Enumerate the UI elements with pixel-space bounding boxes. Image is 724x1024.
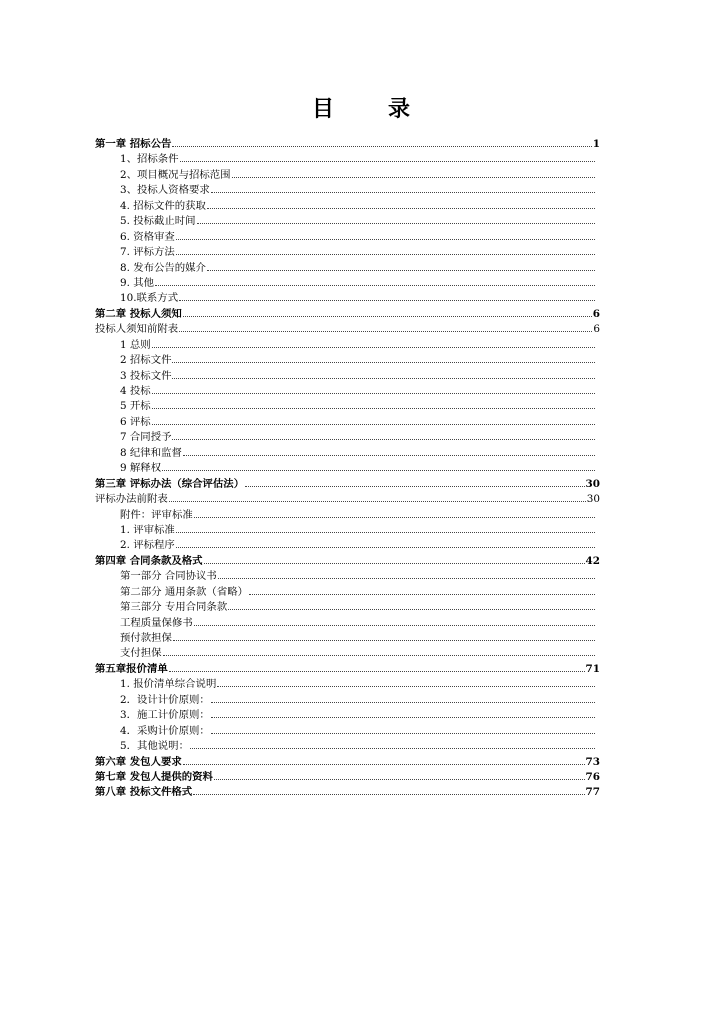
toc-entry[interactable] xyxy=(95,677,600,692)
toc-leader-dots xyxy=(249,593,595,595)
title-char-right: 录 xyxy=(388,96,413,122)
toc-leader-dots xyxy=(172,438,595,440)
table-of-contents xyxy=(95,137,600,801)
toc-entry-label: 第二章 投标人须知 xyxy=(95,307,182,320)
toc-entry-label: 工程质量保修书 xyxy=(120,616,193,629)
toc-entry[interactable] xyxy=(95,168,600,183)
toc-leader-dots xyxy=(204,562,585,564)
toc-entry-label: 1. 评审标准 xyxy=(120,523,175,536)
toc-entry-label: 6 评标 xyxy=(120,415,151,428)
toc-entry[interactable] xyxy=(95,384,600,399)
toc-entry-label: 第一部分 合同协议书 xyxy=(120,570,217,583)
toc-entry[interactable] xyxy=(95,261,600,276)
toc-entry-label: 8 纪律和监督 xyxy=(120,446,182,459)
toc-leader-dots xyxy=(207,207,595,209)
toc-entry[interactable] xyxy=(95,538,600,553)
toc-leader-dots xyxy=(245,485,584,487)
toc-entry-label: 7. 评标方法 xyxy=(120,246,175,259)
toc-leader-dots xyxy=(152,423,595,425)
toc-entry[interactable] xyxy=(95,183,600,198)
toc-entry[interactable] xyxy=(95,708,600,723)
toc-entry-label: 附件：评审标准 xyxy=(120,508,193,521)
toc-entry[interactable] xyxy=(95,585,600,600)
toc-entry[interactable] xyxy=(95,616,600,631)
toc-leader-dots xyxy=(176,253,595,255)
toc-leader-dots xyxy=(218,577,595,579)
toc-leader-dots xyxy=(172,361,595,363)
toc-entry[interactable] xyxy=(95,600,600,615)
toc-entry-label: 1 总则 xyxy=(120,338,151,351)
toc-entry-label: 1、招标条件 xyxy=(120,153,179,166)
toc-entry-label: 第一章 招标公告 xyxy=(95,138,172,150)
toc-entry[interactable] xyxy=(95,291,600,306)
toc-entry-label: 第三部分 专用合同条款 xyxy=(120,601,228,614)
toc-leader-dots xyxy=(228,608,595,610)
toc-entry[interactable] xyxy=(95,276,600,291)
toc-entry[interactable] xyxy=(95,214,600,229)
toc-entry[interactable] xyxy=(95,230,600,245)
toc-leader-dots xyxy=(211,191,595,193)
toc-leader-dots xyxy=(193,793,584,795)
toc-page-number: 73 xyxy=(585,755,600,768)
toc-leader-dots xyxy=(217,685,595,687)
toc-leader-dots xyxy=(180,160,595,162)
toc-entry[interactable] xyxy=(95,739,600,754)
toc-entry-label: 7 合同授予 xyxy=(120,431,172,444)
toc-entry-label: 预付款担保 xyxy=(120,632,172,644)
toc-chapter-entry[interactable] xyxy=(95,554,600,569)
toc-entry-label: 支付担保 xyxy=(120,647,162,660)
toc-leader-dots xyxy=(207,269,595,271)
toc-entry[interactable] xyxy=(95,724,600,739)
toc-entry-label: 9 解释权 xyxy=(120,462,162,475)
toc-entry-label: 6. 资格审查 xyxy=(120,230,175,243)
toc-entry-label: 第五章报价清单 xyxy=(95,662,168,675)
toc-entry-label: 第八章 投标文件格式 xyxy=(95,786,193,799)
toc-entry-label: 9. 其他 xyxy=(120,276,154,289)
toc-entry-label: 第四章 合同条款及格式 xyxy=(95,554,203,567)
toc-entry-label: 评标办法前附表 xyxy=(95,493,168,506)
toc-entry-label: 3、投标人资格要求 xyxy=(120,184,210,197)
toc-entry[interactable] xyxy=(95,508,600,523)
toc-entry[interactable] xyxy=(95,322,600,337)
toc-entry-label: 2．设计计价原则： xyxy=(120,693,210,706)
toc-leader-dots xyxy=(152,392,595,394)
toc-leader-dots xyxy=(155,284,595,286)
toc-entry-label: 4．采购计价原则： xyxy=(120,724,210,737)
toc-chapter-entry[interactable] xyxy=(95,307,600,322)
toc-chapter-entry[interactable] xyxy=(95,137,600,152)
toc-entry-label: 1. 报价清单综合说明 xyxy=(120,678,217,691)
toc-leader-dots xyxy=(176,546,595,548)
toc-entry-label: 第七章 发包人提供的资料 xyxy=(95,770,213,783)
toc-entry[interactable] xyxy=(95,492,600,507)
toc-leader-dots xyxy=(162,469,595,471)
toc-page-number: 42 xyxy=(585,554,600,567)
toc-leader-dots xyxy=(176,531,595,533)
toc-leader-dots xyxy=(211,732,595,734)
toc-entry[interactable] xyxy=(95,430,600,445)
toc-entry-label: 第三章 评标办法（综合评估法） xyxy=(95,477,245,490)
toc-leader-dots xyxy=(152,407,595,409)
toc-leader-dots xyxy=(152,346,595,348)
toc-leader-dots xyxy=(176,238,595,240)
toc-entry[interactable] xyxy=(95,199,600,214)
toc-entry[interactable] xyxy=(95,338,600,353)
toc-page-number: 77 xyxy=(585,786,600,799)
toc-leader-dots xyxy=(173,639,595,641)
toc-leader-dots xyxy=(183,315,592,317)
toc-entry-label: 第六章 发包人要求 xyxy=(95,755,182,768)
toc-leader-dots xyxy=(172,377,595,379)
toc-page-number: 71 xyxy=(585,662,600,675)
toc-entry-label: 5．其他说明： xyxy=(120,740,189,753)
toc-entry-label: 5 开标 xyxy=(120,400,151,413)
toc-leader-dots xyxy=(179,330,592,332)
toc-entry-label: 投标人须知前附表 xyxy=(95,323,179,336)
toc-leader-dots xyxy=(179,299,595,301)
toc-entry[interactable] xyxy=(95,399,600,414)
toc-entry-label: 4 投标 xyxy=(120,385,151,397)
toc-leader-dots xyxy=(232,176,595,178)
toc-leader-dots xyxy=(183,763,585,765)
toc-entry[interactable] xyxy=(95,646,600,661)
toc-entry[interactable] xyxy=(95,369,600,384)
toc-leader-dots xyxy=(169,670,585,672)
toc-leader-dots xyxy=(169,500,586,502)
toc-entry[interactable] xyxy=(95,152,600,167)
page-title xyxy=(0,92,724,123)
toc-entry-label: 3．施工计价原则： xyxy=(120,709,210,722)
toc-chapter-entry[interactable] xyxy=(95,477,600,492)
toc-entry[interactable] xyxy=(95,461,600,476)
toc-entry[interactable] xyxy=(95,415,600,430)
toc-entry-label: 第二部分 通用条款（省略） xyxy=(120,585,248,598)
toc-leader-dots xyxy=(183,454,595,456)
toc-entry-label: 2 招标文件 xyxy=(120,354,172,367)
toc-entry-label: 5. 投标截止时间 xyxy=(120,215,196,228)
toc-leader-dots xyxy=(214,778,585,780)
title-char-left: 目 xyxy=(311,96,336,122)
toc-leader-dots xyxy=(211,701,595,703)
toc-page-number: 30 xyxy=(585,477,600,490)
toc-entry-label: 2. 评标程序 xyxy=(120,539,175,552)
toc-page-number: 6 xyxy=(593,323,600,336)
toc-chapter-entry[interactable] xyxy=(95,755,600,770)
toc-entry[interactable] xyxy=(95,693,600,708)
toc-leader-dots xyxy=(190,747,595,749)
toc-entry-label: 4. 招标文件的获取 xyxy=(120,199,206,212)
toc-entry[interactable] xyxy=(95,245,600,260)
toc-entry-label: 8. 发布公告的媒介 xyxy=(120,261,206,274)
toc-leader-dots xyxy=(163,654,595,656)
toc-entry[interactable] xyxy=(95,446,600,461)
toc-entry-label: 2、项目概况与招标范围 xyxy=(120,168,231,181)
toc-entry-label: 10.联系方式 xyxy=(120,292,179,305)
toc-leader-dots xyxy=(194,624,595,626)
toc-entry[interactable] xyxy=(95,523,600,538)
toc-page-number: 1 xyxy=(592,138,600,150)
toc-page-number: 6 xyxy=(592,307,600,320)
toc-page-number: 30 xyxy=(586,493,600,506)
toc-chapter-entry[interactable] xyxy=(95,785,600,800)
toc-leader-dots xyxy=(194,516,595,518)
toc-leader-dots xyxy=(197,222,595,224)
toc-chapter-entry[interactable] xyxy=(95,770,600,785)
toc-chapter-entry[interactable] xyxy=(95,662,600,677)
toc-entry[interactable] xyxy=(95,569,600,584)
toc-entry[interactable] xyxy=(95,631,600,646)
toc-page-number: 76 xyxy=(585,770,600,783)
toc-leader-dots xyxy=(172,145,591,147)
toc-leader-dots xyxy=(211,716,595,718)
toc-entry-label: 3 投标文件 xyxy=(120,369,172,382)
toc-entry[interactable] xyxy=(95,353,600,368)
